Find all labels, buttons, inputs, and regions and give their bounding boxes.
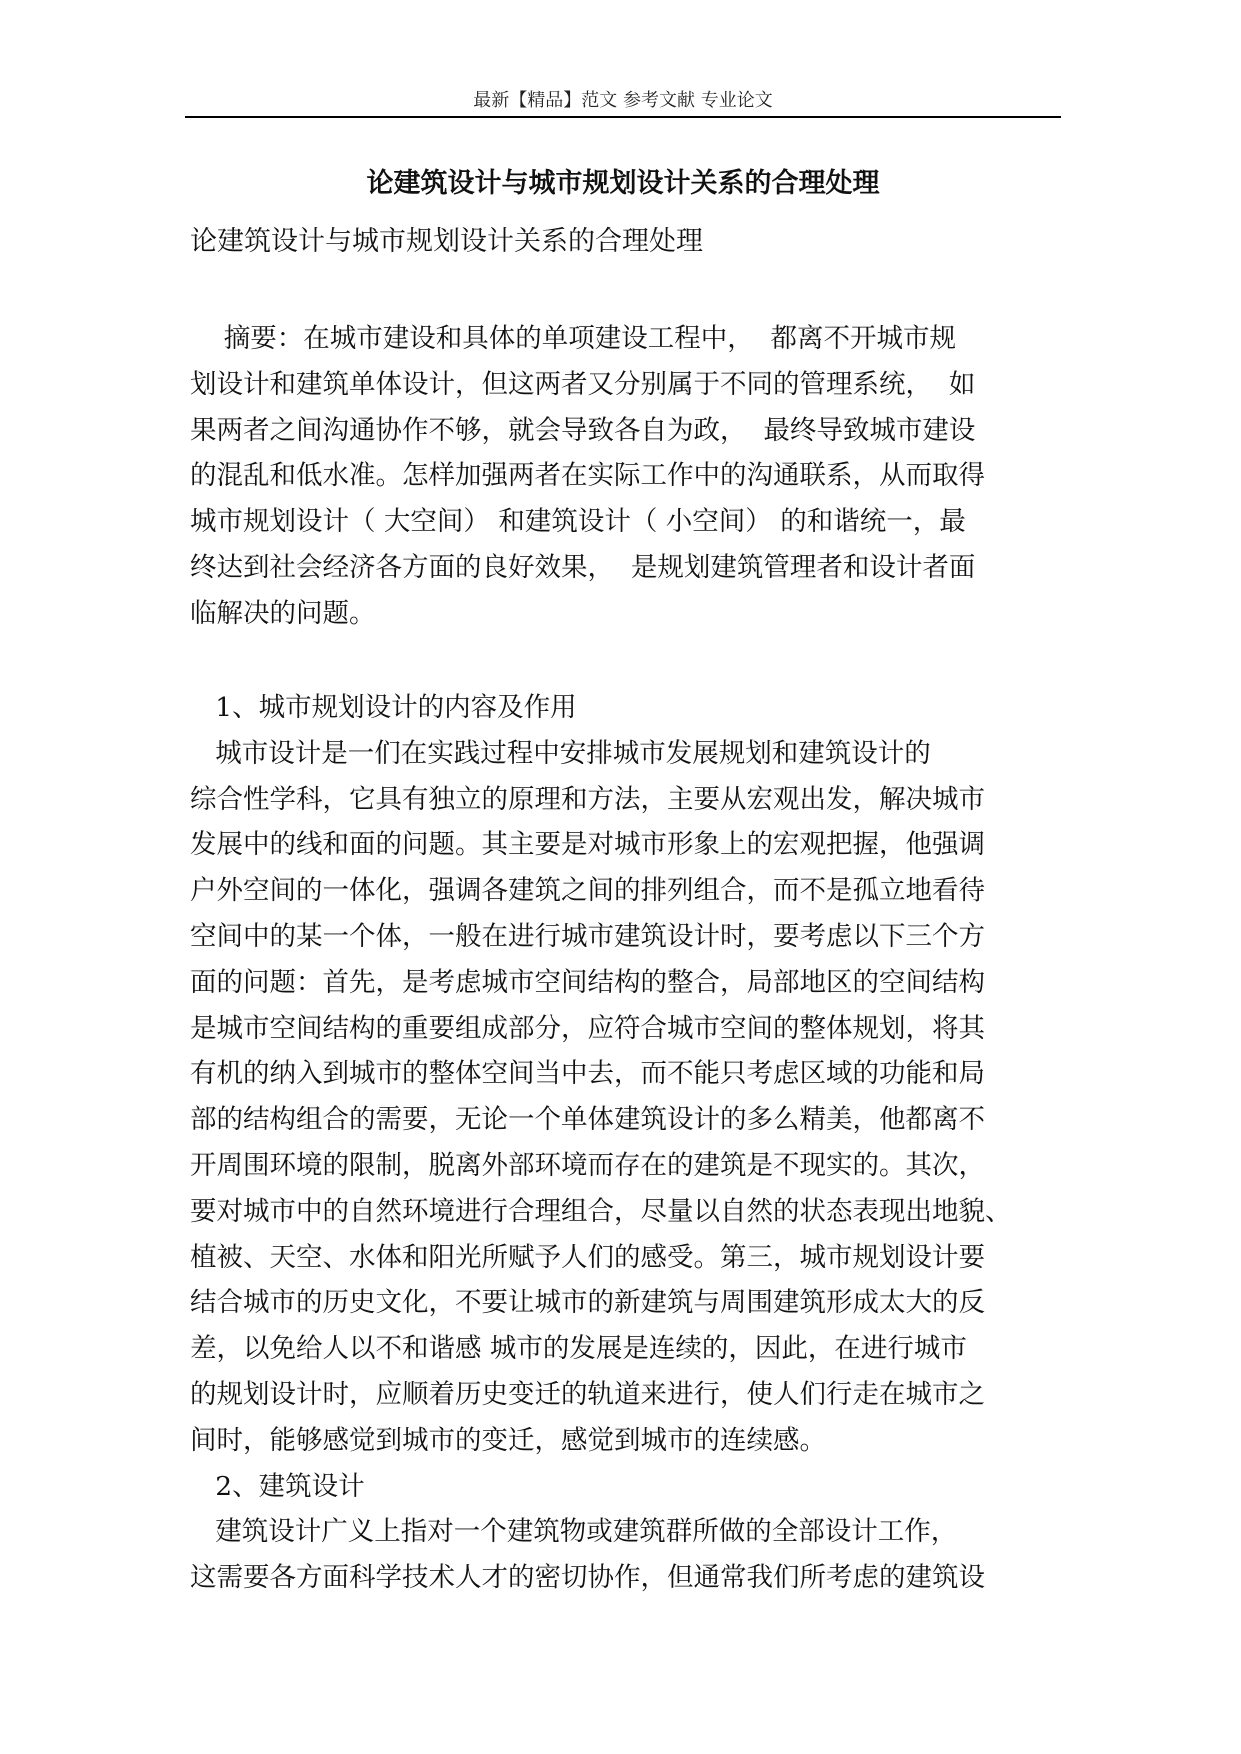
text-line: 划设计和建筑单体设计，但这两者又分别属于不同的管理系统， 如 (190, 368, 976, 400)
header-divider (185, 116, 1061, 118)
text-line: 的规划设计时，应顺着历史变迁的轨道来进行，使人们行走在城市之 (190, 1378, 985, 1410)
text-line: 结合城市的历史文化，不要让城市的新建筑与周围建筑形成太大的反 (190, 1287, 985, 1319)
text-line: 户外空间的一体化，强调各建筑之间的排列组合，而不是孤立地看待 (190, 875, 985, 907)
text-line: 城市规划设计（ 大空间） 和建筑设计（ 小空间） 的和谐统一，最 (190, 506, 966, 538)
text-line: 终达到社会经济各方面的良好效果， 是规划建筑管理者和设计者面 (190, 551, 976, 583)
abstract-paragraph (190, 316, 985, 637)
section-heading: 2、建筑设计 (190, 1470, 365, 1502)
text-line: 这需要各方面科学技术人才的密切协作，但通常我们所考虑的建筑设 (190, 1562, 985, 1594)
text-line: 的混乱和低水准。怎样加强两者在实际工作中的沟通联系，从而取得 (190, 460, 985, 492)
document-subtitle: 论建筑设计与城市规划设计关系的合理处理 (190, 226, 703, 257)
section-heading: 1、城市规划设计的内容及作用 (190, 692, 577, 723)
body-section (190, 685, 1012, 1601)
text-line: 部的结构组合的需要，无论一个单体建筑设计的多么精美，他都离不 (190, 1104, 985, 1136)
text-line: 面的问题：首先，是考虑城市空间结构的整合，局部地区的空间结构 (190, 966, 985, 998)
page-header: 最新【精品】范文 参考文献 专业论文 (473, 90, 773, 111)
text-line: 建筑设计广义上指对一个建筑物或建筑群所做的全部设计工作， (190, 1516, 958, 1548)
text-line: 综合性学科，它具有独立的原理和方法，主要从宏观出发，解决城市 (190, 783, 985, 815)
text-line: 间时，能够感觉到城市的变迁，感觉到城市的连续感。 (190, 1424, 826, 1456)
text-line: 空间中的某一个体，一般在进行城市建筑设计时，要考虑以下三个方 (190, 920, 985, 952)
text-line: 发展中的线和面的问题。其主要是对城市形象上的宏观把握，他强调 (190, 829, 985, 861)
text-line: 临解决的问题。 (190, 597, 376, 629)
text-line: 开周围环境的限制，脱离外部环境而存在的建筑是不现实的。其次， (190, 1149, 985, 1181)
text-line: 植被、天空、水体和阳光所赋予人们的感受。第三，城市规划设计要 (190, 1241, 985, 1273)
text-line: 要对城市中的自然环境进行合理组合，尽量以自然的状态表现出地貌、 (190, 1195, 1012, 1227)
text-line: 摘要：在城市建设和具体的单项建设工程中， 都离不开城市规 (190, 323, 957, 354)
text-line: 差，以免给人以不和谐感 城市的发展是连续的，因此，在进行城市 (190, 1333, 967, 1365)
text-line: 是城市空间结构的重要组成部分，应符合城市空间的整体规划，将其 (190, 1012, 985, 1044)
text-line: 城市设计是一们在实践过程中安排城市发展规划和建筑设计的 (190, 737, 931, 769)
text-line: 有机的纳入到城市的整体空间当中去，而不能只考虑区域的功能和局 (190, 1058, 985, 1090)
text-line: 果两者之间沟通协作不够，就会导致各自为政， 最终导致城市建设 (190, 414, 976, 446)
document-title: 论建筑设计与城市规划设计关系的合理处理 (366, 168, 880, 199)
